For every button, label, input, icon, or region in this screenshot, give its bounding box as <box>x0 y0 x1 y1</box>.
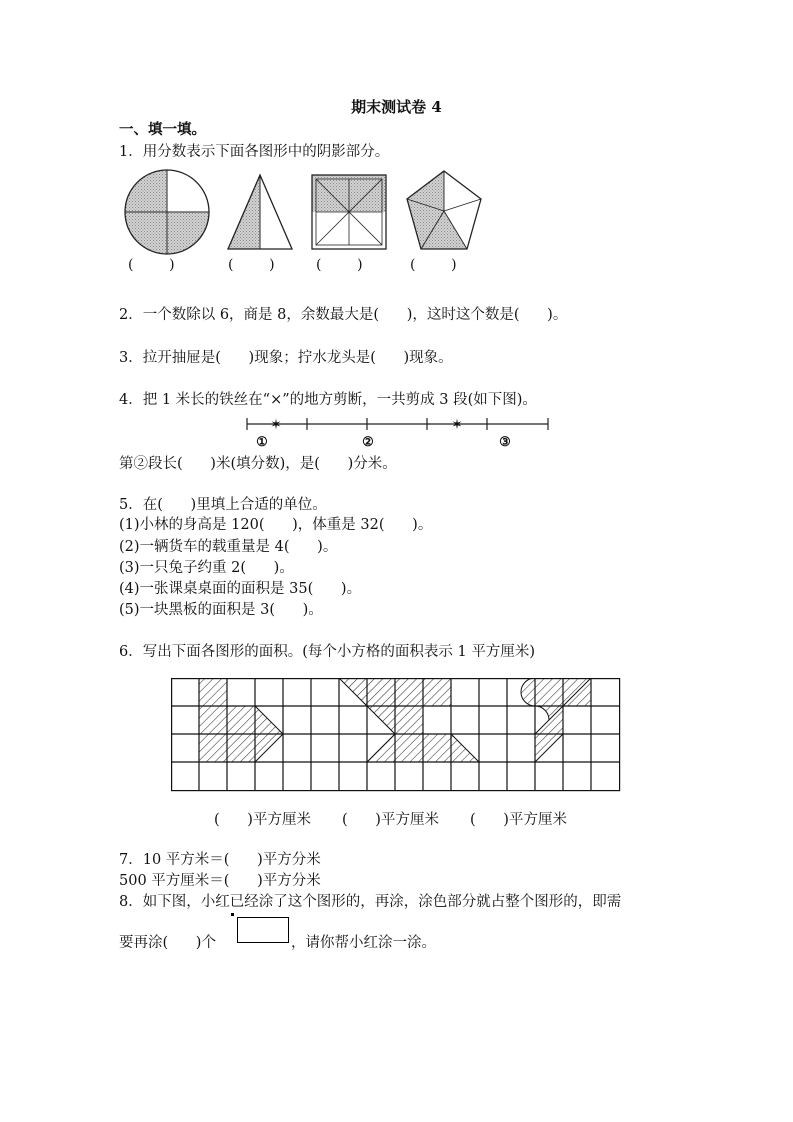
question-5-item: (4)一张课桌桌面的面积是 35( )。 <box>119 581 362 597</box>
q6-answer-1[interactable]: ( )平方厘米 <box>214 812 311 828</box>
question-7-line-2: 500 平方厘米＝( )平方分米 <box>119 873 321 889</box>
q6-answer-2[interactable]: ( )平方厘米 <box>342 812 439 828</box>
shape-3 <box>521 678 591 762</box>
question-2-text: 2．一个数除以 6，商是 8，余数最大是( )，这时这个数是( )。 <box>119 307 568 323</box>
triangle-figure <box>228 175 292 249</box>
q6-answer-3[interactable]: ( )平方厘米 <box>470 812 567 828</box>
q1-answer-3[interactable]: ( ) <box>316 257 363 273</box>
question-1-figures <box>120 165 500 257</box>
square-figure <box>312 175 386 249</box>
question-5-text: 5．在( )里填上合适的单位。 <box>119 497 327 513</box>
segment-label-3: ③ <box>499 435 511 448</box>
question-7-line-1: 7．10 平方米＝( )平方分米 <box>119 852 321 868</box>
question-8-line-2a: 要再涂( )个 <box>119 935 216 951</box>
q1-answer-1[interactable]: ( ) <box>128 257 175 273</box>
pentagon-figure <box>407 171 481 249</box>
question-3-text: 3．拉开抽屉是( )现象；拧水龙头是( )现象。 <box>119 350 453 366</box>
q1-answer-4[interactable]: ( ) <box>410 257 457 273</box>
question-6-text: 6．写出下面各图形的面积。(每个小方格的面积表示 1 平方厘米) <box>119 644 535 660</box>
dot-mark <box>231 913 234 916</box>
wire-diagram <box>240 414 555 448</box>
area-grid-figure <box>171 678 621 794</box>
rectangle-figure <box>237 917 289 943</box>
shape-1 <box>199 678 283 762</box>
section-heading: 一、填一填。 <box>119 121 206 138</box>
question-8-line-1: 8．如下图，小红已经涂了这个图形的，再涂，涂色部分就占整个图形的，即需 <box>119 894 622 910</box>
cut-mark-icon: ✶ <box>451 417 463 433</box>
question-8-line-2b: ，请你帮小红涂一涂。 <box>291 935 436 951</box>
question-5-item: (5)一块黑板的面积是 3( )。 <box>119 602 323 618</box>
question-5-item: (3)一只兔子约重 2( )。 <box>119 560 294 576</box>
page-title: 期末测试卷 4 <box>351 98 442 116</box>
shape-2 <box>339 678 479 762</box>
question-5-item: (1)小林的身高是 120( )，体重是 32( )。 <box>119 517 433 533</box>
segment-label-1: ① <box>256 435 268 448</box>
segment-label-2: ② <box>362 435 374 448</box>
question-4-answer-line: 第②段长( )米(填分数)，是( )分米。 <box>119 456 397 472</box>
cut-mark-icon: ✶ <box>270 417 282 433</box>
circle-figure <box>125 170 209 254</box>
q1-answer-2[interactable]: ( ) <box>228 257 275 273</box>
question-5-item: (2)一辆货车的载重量是 4( )。 <box>119 539 338 555</box>
question-1-text: 1．用分数表示下面各图形中的阴影部分。 <box>119 144 390 160</box>
question-4-text: 4．把 1 米长的铁丝在“×”的地方剪断，一共剪成 3 段(如下图)。 <box>119 392 537 408</box>
